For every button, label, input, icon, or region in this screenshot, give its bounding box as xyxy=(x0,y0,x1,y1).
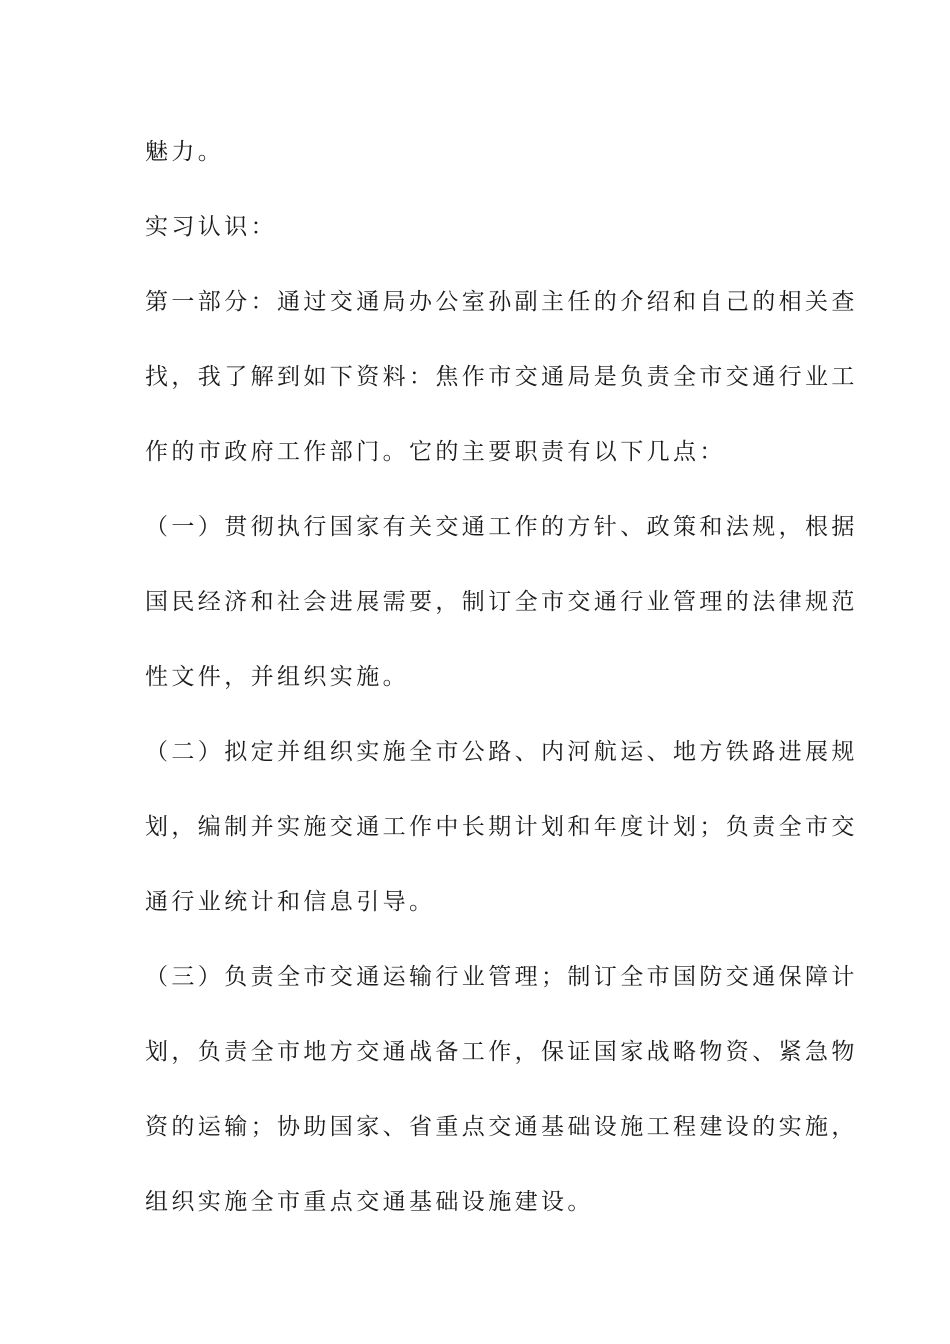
text-line: （一）贯彻执行国家有关交通工作的方针、政策和法规，根据 xyxy=(145,514,858,540)
text-line: 找，我了解到如下资料：焦作市交通局是负责全市交通行业工 xyxy=(145,364,858,390)
text-line: （二）拟定并组织实施全市公路、内河航运、地方铁路进展规 xyxy=(145,739,858,765)
text-line: 作的市政府工作部门。它的主要职责有以下几点： xyxy=(145,439,726,465)
text-line: 魅力。 xyxy=(145,139,225,165)
text-line: 组织实施全市重点交通基础设施建设。 xyxy=(145,1189,594,1215)
text-line: （三）负责全市交通运输行业管理；制订全市国防交通保障计 xyxy=(145,964,858,990)
text-line: 性文件，并组织实施。 xyxy=(145,664,409,690)
text-line: 实习认识： xyxy=(145,214,277,240)
text-line: 划，编制并实施交通工作中长期计划和年度计划；负责全市交 xyxy=(145,814,858,840)
text-line: 资的运输；协助国家、省重点交通基础设施工程建设的实施， xyxy=(145,1114,858,1140)
text-line: 国民经济和社会进展需要，制订全市交通行业管理的法律规范 xyxy=(145,589,858,615)
text-line: 划，负责全市地方交通战备工作，保证国家战略物资、紧急物 xyxy=(145,1039,858,1065)
text-line: 第一部分：通过交通局办公室孙副主任的介绍和自己的相关查 xyxy=(145,289,858,315)
text-line: 通行业统计和信息引导。 xyxy=(145,889,436,915)
